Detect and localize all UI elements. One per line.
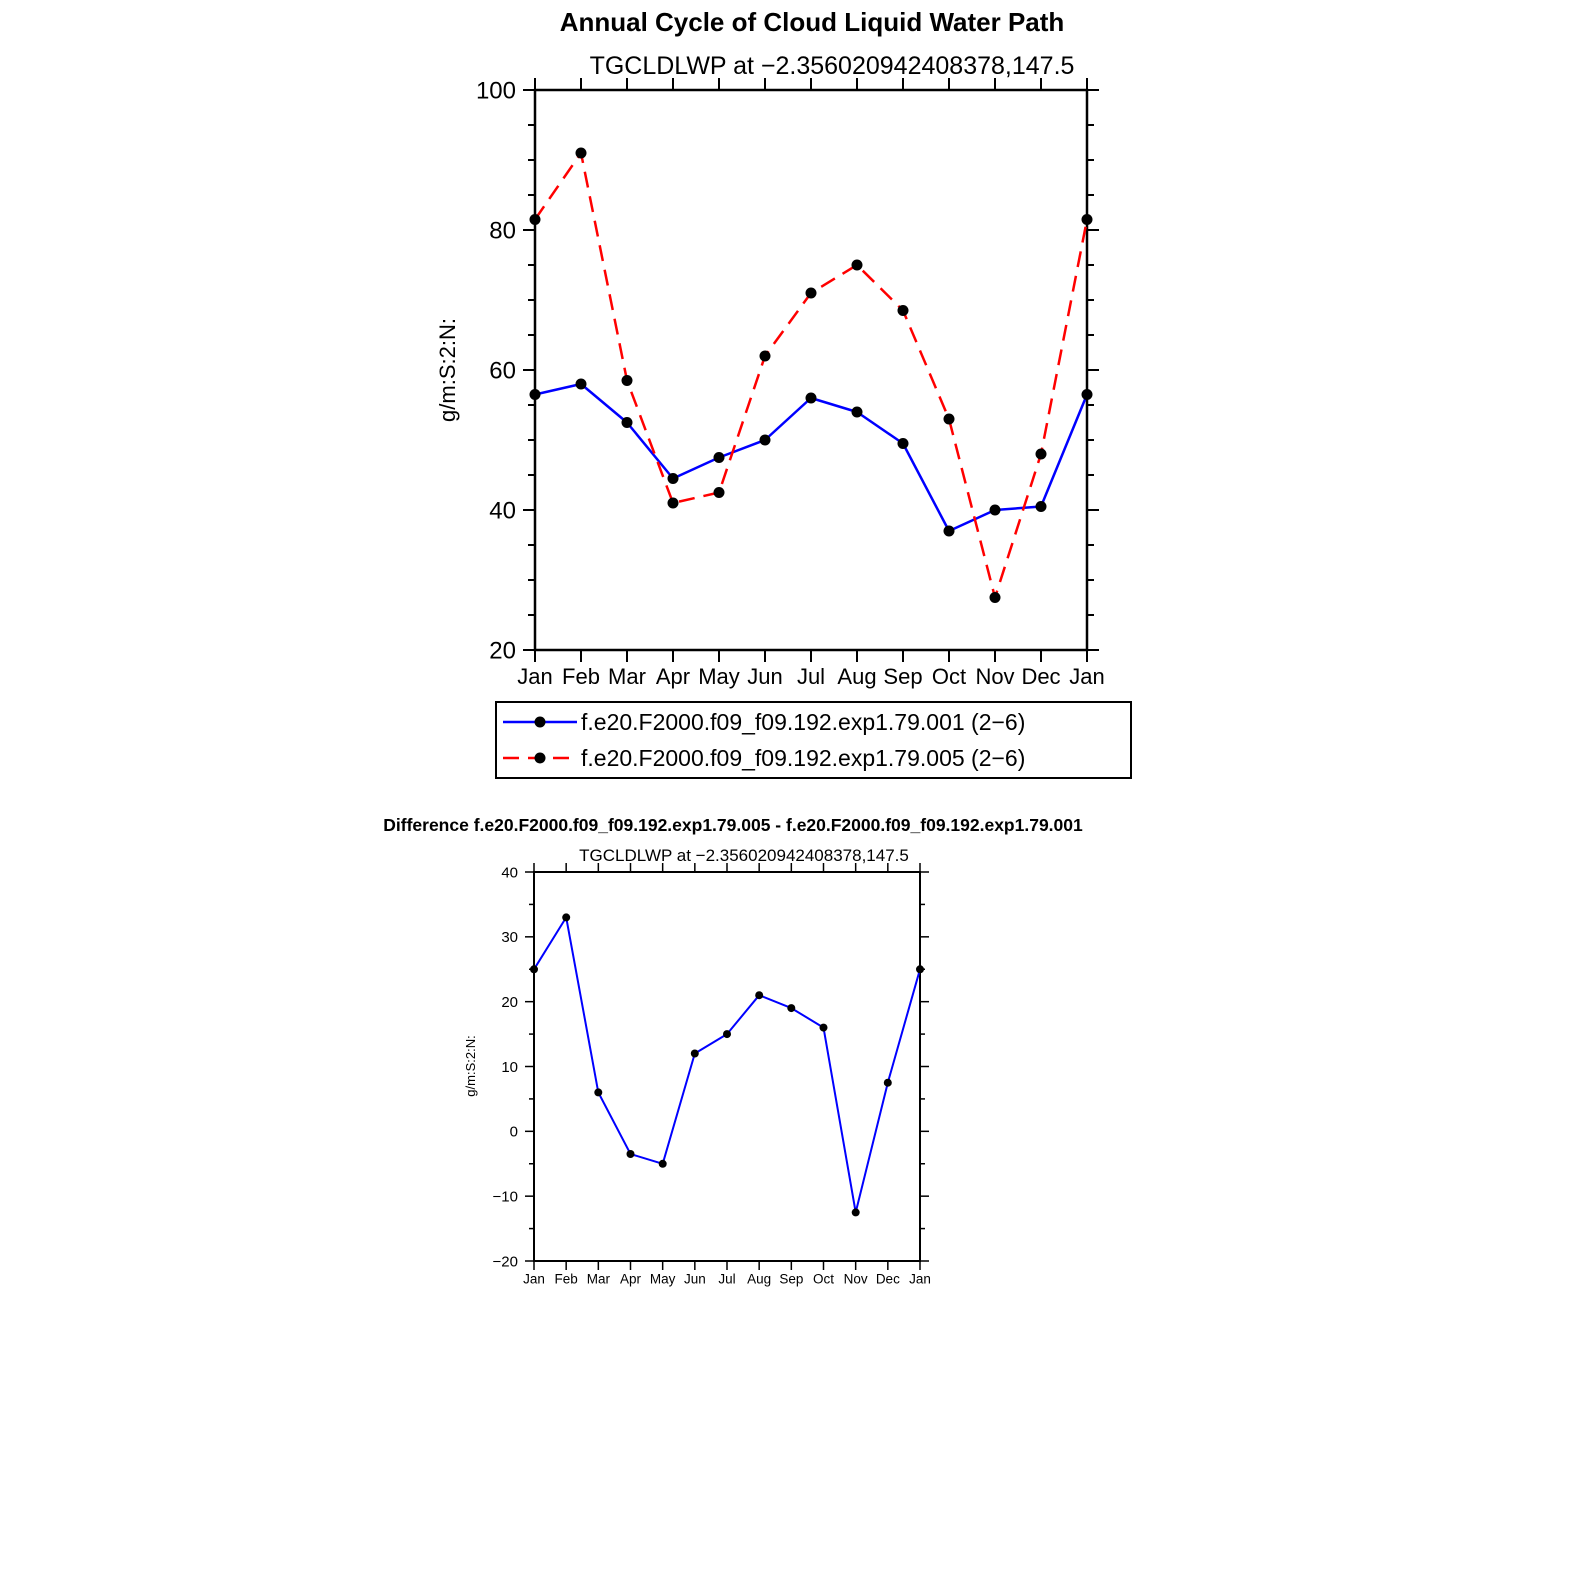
- data-point-marker: [714, 487, 725, 498]
- x-tick-label: Feb: [554, 1271, 578, 1287]
- y-tick-label: −20: [492, 1253, 518, 1271]
- data-point-marker: [576, 379, 587, 390]
- data-point-marker: [852, 407, 863, 418]
- x-tick-label: Jul: [796, 664, 826, 689]
- y-tick-label: 40: [501, 864, 518, 882]
- data-point-marker: [806, 288, 817, 299]
- y-tick-label: 80: [489, 217, 516, 245]
- chart1-subtitle: TGCLDLWP at −2.356020942408378,147.5: [589, 52, 1075, 80]
- data-point-marker: [990, 592, 1001, 603]
- x-tick-label: Oct: [812, 1271, 835, 1287]
- x-tick-label: Oct: [931, 664, 967, 689]
- chart1-title: Annual Cycle of Cloud Liquid Water Path: [559, 7, 1065, 37]
- x-tick-label: Jun: [683, 1271, 706, 1287]
- data-point-marker: [530, 214, 541, 225]
- chart1-y-axis-label: g/m:S:2:N:: [435, 318, 460, 422]
- data-point-marker: [760, 351, 771, 362]
- y-tick-label: 20: [489, 637, 516, 665]
- data-point-marker: [852, 260, 863, 271]
- x-tick-label: May: [698, 664, 740, 689]
- data-point-marker: [691, 1050, 699, 1058]
- data-point-marker: [1082, 389, 1093, 400]
- data-point-marker: [820, 1024, 828, 1032]
- x-tick-label: Jan: [909, 1271, 931, 1287]
- data-point-marker: [884, 1079, 892, 1087]
- data-point-marker: [627, 1150, 635, 1158]
- y-tick-label: 60: [489, 357, 516, 385]
- x-tick-label: Mar: [608, 664, 646, 689]
- legend-marker-exp005: [535, 753, 546, 764]
- data-point-marker: [852, 1208, 860, 1216]
- data-point-marker: [714, 452, 725, 463]
- data-point-marker: [755, 991, 763, 999]
- data-point-marker: [787, 1004, 795, 1012]
- data-point-marker: [944, 414, 955, 425]
- x-tick-label: Jan: [517, 664, 553, 689]
- x-tick-label: Feb: [562, 664, 600, 689]
- data-point-marker: [668, 473, 679, 484]
- data-point-marker: [723, 1030, 731, 1038]
- y-tick-label: −10: [492, 1188, 518, 1206]
- data-point-marker: [622, 417, 633, 428]
- legend-label-exp005: f.e20.F2000.f09_f09.192.exp1.79.005 (2−6): [581, 745, 1026, 771]
- data-point-marker: [898, 438, 909, 449]
- chart2-y-axis-label: g/m:S:2:N:: [463, 1035, 478, 1097]
- x-tick-label: Dec: [875, 1271, 900, 1287]
- data-point-marker: [668, 498, 679, 509]
- data-point-marker: [562, 913, 570, 921]
- data-point-marker: [530, 389, 541, 400]
- chart2-plot-area: [493, 863, 931, 1287]
- data-point-marker: [530, 965, 538, 973]
- plot-frame: [534, 872, 920, 1261]
- y-tick-label: 40: [489, 497, 516, 525]
- series-line-0: [534, 917, 920, 1212]
- legend-marker-exp001: [535, 717, 546, 728]
- data-point-marker: [576, 148, 587, 159]
- x-tick-label: May: [649, 1271, 676, 1287]
- data-point-marker: [1036, 501, 1047, 512]
- chart1-plot-area: [476, 77, 1105, 689]
- x-tick-label: Jul: [718, 1271, 736, 1287]
- y-tick-label: 0: [509, 1123, 518, 1141]
- x-tick-label: Aug: [837, 664, 877, 689]
- x-tick-label: Mar: [586, 1271, 610, 1287]
- y-tick-label: 100: [475, 77, 516, 105]
- y-tick-label: 30: [501, 929, 518, 947]
- data-point-marker: [990, 505, 1001, 516]
- x-tick-label: Apr: [619, 1271, 642, 1287]
- x-tick-label: Sep: [883, 664, 923, 689]
- y-tick-label: 10: [501, 1058, 518, 1076]
- chart2-subtitle: TGCLDLWP at −2.356020942408378,147.5: [579, 846, 909, 865]
- series-line-0: [535, 384, 1087, 531]
- x-tick-label: Apr: [655, 664, 691, 689]
- x-tick-label: Jan: [523, 1271, 545, 1287]
- x-tick-label: Dec: [1021, 664, 1061, 689]
- data-point-marker: [594, 1088, 602, 1096]
- chart2-title: Difference f.e20.F2000.f09_f09.192.exp1.79.005 - f.e20.F2000.f09_f09.192.exp1.79.001: [383, 815, 1083, 835]
- x-tick-label: Jan: [1069, 664, 1105, 689]
- x-tick-label: Jun: [747, 664, 783, 689]
- data-point-marker: [1082, 214, 1093, 225]
- data-point-marker: [659, 1160, 667, 1168]
- x-tick-label: Nov: [843, 1271, 868, 1287]
- x-tick-label: Nov: [975, 664, 1015, 689]
- x-tick-label: Aug: [747, 1271, 772, 1287]
- data-point-marker: [898, 305, 909, 316]
- x-tick-label: Sep: [779, 1271, 804, 1287]
- legend-label-exp001: f.e20.F2000.f09_f09.192.exp1.79.001 (2−6): [581, 709, 1026, 735]
- data-point-marker: [622, 375, 633, 386]
- data-point-marker: [944, 526, 955, 537]
- y-tick-label: 20: [501, 993, 518, 1011]
- data-point-marker: [760, 435, 771, 446]
- data-point-marker: [1036, 449, 1047, 460]
- series-line-1: [535, 153, 1087, 598]
- data-point-marker: [806, 393, 817, 404]
- plot-frame: [535, 90, 1087, 650]
- chart1-legend: [496, 702, 1131, 778]
- data-point-marker: [916, 965, 924, 973]
